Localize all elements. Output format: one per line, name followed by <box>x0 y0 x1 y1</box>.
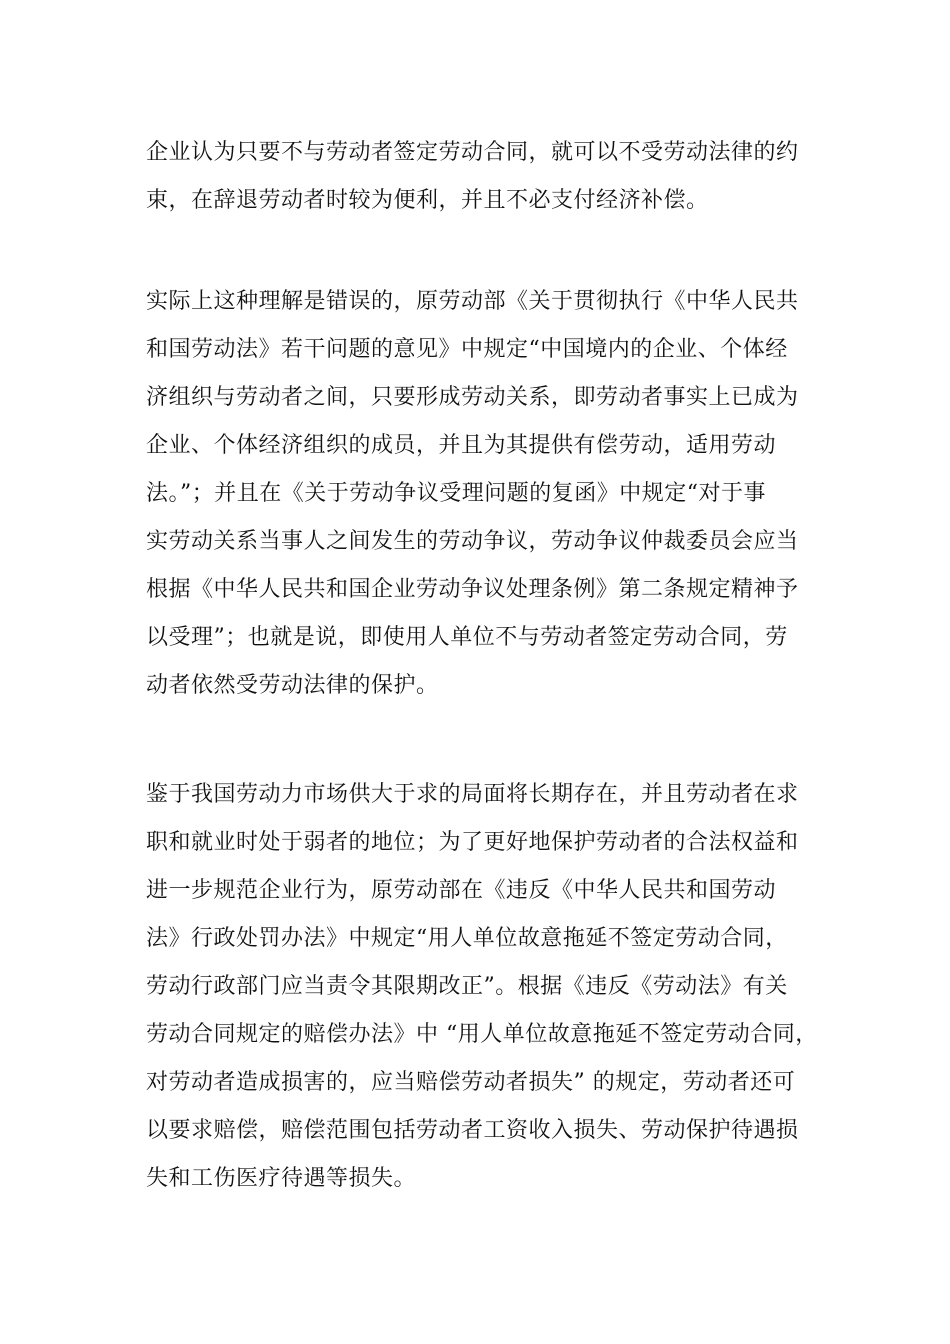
paragraph-1 <box>146 129 826 225</box>
text-line: 动者依然受劳动法律的保护。 <box>146 673 439 698</box>
text-line: 企业、个体经济组织的成员，并且为其提供有偿劳动，适用劳动 <box>146 433 777 458</box>
text-line: 进一步规范企业行为，原劳动部在《违反《中华人民共和国劳动 <box>146 878 777 903</box>
text-line: 实际上这种理解是错误的，原劳动部《关于贯彻执行《中华人民共 <box>146 289 799 314</box>
text-line: 法》行政处罚办法》中规定“用人单位故意拖延不签定劳动合同， <box>146 926 788 951</box>
text-line: 以要求赔偿，赔偿范围包括劳动者工资收入损失、劳动保护待遇损 <box>146 1118 799 1143</box>
text-line: 企业认为只要不与劳动者签定劳动合同，就可以不受劳动法律的约 <box>146 140 799 165</box>
text-line: 和国劳动法》若干问题的意见》中规定“中国境内的企业、个体经 <box>146 337 788 362</box>
text-line: 鉴于我国劳动力市场供大于求的局面将长期存在，并且劳动者在求 <box>146 782 799 807</box>
text-line: 劳动行政部门应当责令其限期改正”。根据《违反《劳动法》有关 <box>146 974 788 999</box>
text-line: 根据《中华人民共和国企业劳动争议处理条例》第二条规定精神予 <box>146 577 799 602</box>
paragraph-2 <box>146 278 826 710</box>
text-line: 失和工伤医疗待遇等损失。 <box>146 1166 417 1191</box>
text-line: 法。”；并且在《关于劳动争议受理问题的复函》中规定“对于事 <box>146 481 766 506</box>
text-line: 劳动合同规定的赔偿办法》中 “用人单位故意拖延不签定劳动合同， <box>146 1022 818 1047</box>
text-line: 以受理”；也就是说，即使用人单位不与劳动者签定劳动合同，劳 <box>146 625 788 650</box>
text-line: 济组织与劳动者之间，只要形成劳动关系，即劳动者事实上已成为 <box>146 385 799 410</box>
text-line: 束，在辞退劳动者时较为便利，并且不必支付经济补偿。 <box>146 188 709 213</box>
text-line: 对劳动者造成损害的，应当赔偿劳动者损失” 的规定，劳动者还可 <box>146 1070 796 1095</box>
text-line: 实劳动关系当事人之间发生的劳动争议，劳动争议仲裁委员会应当 <box>146 529 799 554</box>
paragraph-3 <box>146 771 826 1203</box>
text-line: 职和就业时处于弱者的地位；为了更好地保护劳动者的合法权益和 <box>146 830 799 855</box>
